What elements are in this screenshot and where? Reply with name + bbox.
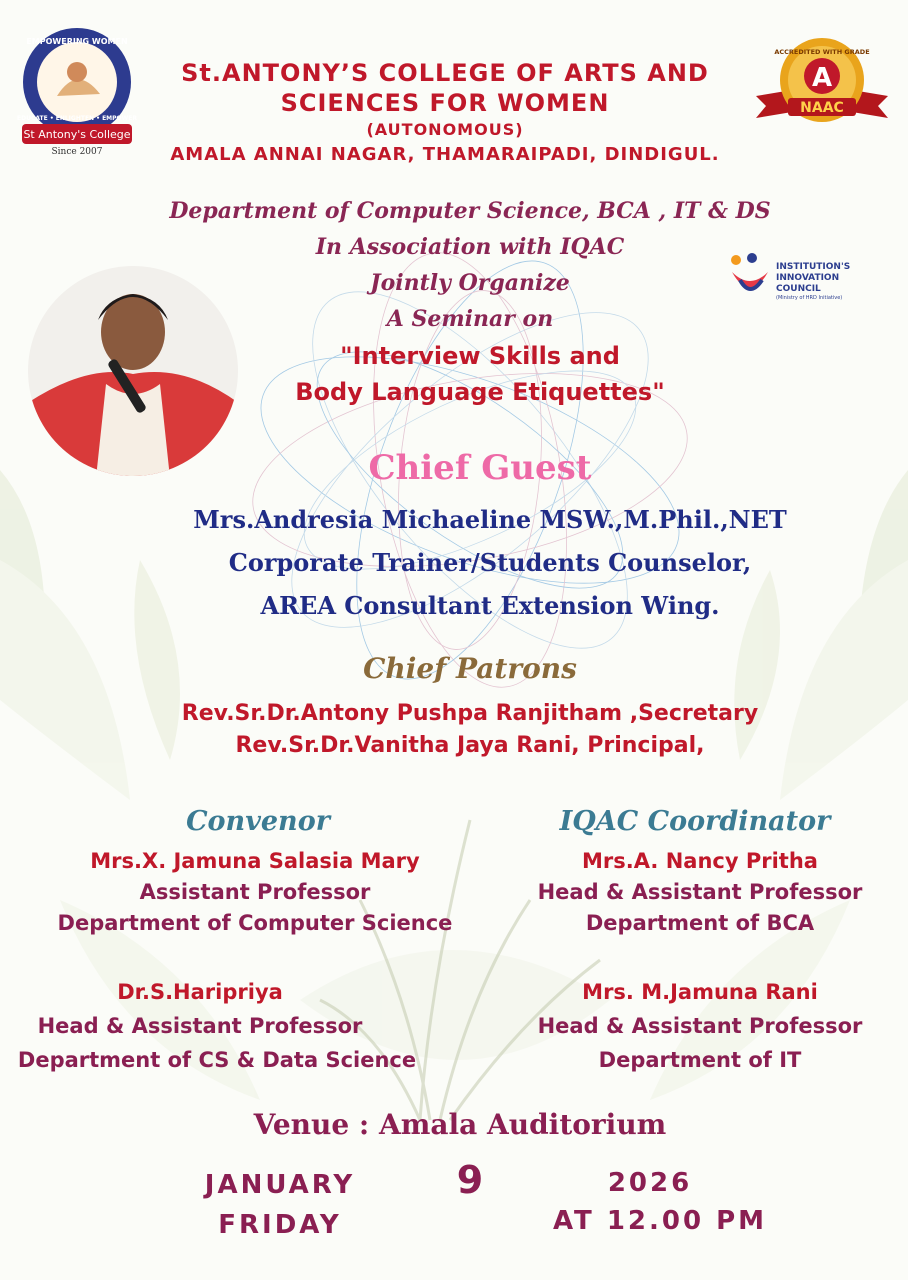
iqac-title: Head & Assistant Professor bbox=[537, 880, 863, 904]
member-left-name: Dr.S.Haripriya bbox=[117, 980, 283, 1004]
member-right-title: Head & Assistant Professor bbox=[537, 1014, 863, 1038]
convenor-heading: Convenor bbox=[186, 806, 330, 837]
member-right-name: Mrs. M.Jamuna Rani bbox=[582, 980, 818, 1004]
date-weekday: FRIDAY bbox=[218, 1210, 342, 1240]
department-line: Department of Computer Science, BCA , IT & DS bbox=[169, 198, 771, 224]
event-time: AT 12.00 PM bbox=[552, 1206, 768, 1236]
chief-patron-1: Rev.Sr.Dr.Antony Pushpa Ranjitham ,Secretary bbox=[181, 701, 759, 726]
naac-label: NAAC bbox=[800, 100, 844, 116]
iic-icon bbox=[728, 252, 772, 302]
naac-badge bbox=[752, 34, 892, 134]
date-day: 9 bbox=[456, 1158, 484, 1202]
logo-ring-text: EDUCATE • ENLIGHTEN • EMPOWER bbox=[17, 115, 137, 122]
iqac-name: Mrs.A. Nancy Pritha bbox=[582, 849, 818, 873]
convenor-dept: Department of Computer Science bbox=[57, 911, 453, 935]
date-month: JANUARY bbox=[204, 1170, 356, 1200]
iic-line2: INNOVATION bbox=[776, 273, 840, 283]
logo-since-text: Since 2007 bbox=[51, 147, 103, 156]
naac-top-text: ACCREDITED WITH GRADE bbox=[774, 48, 870, 56]
iic-line4: (Ministry of HRD Initiative) bbox=[776, 295, 843, 301]
convenor-title: Assistant Professor bbox=[139, 880, 371, 904]
chief-guest-heading: Chief Guest bbox=[368, 448, 592, 488]
chief-patrons-heading: Chief Patrons bbox=[363, 652, 577, 685]
college-name-line2: SCIENCES FOR WOMEN bbox=[280, 89, 610, 117]
chief-patron-2: Rev.Sr.Dr.Vanitha Jaya Rani, Principal, bbox=[235, 733, 705, 758]
college-name bbox=[140, 58, 750, 118]
iic-line1: INSTITUTION'S bbox=[776, 262, 851, 272]
chief-guest-name: Mrs.Andresia Michaeline MSW.,M.Phil.,NET bbox=[193, 505, 787, 534]
convenor-name: Mrs.X. Jamuna Salasia Mary bbox=[90, 849, 420, 873]
member-right-dept: Department of IT bbox=[598, 1048, 802, 1072]
iic-line3: COUNCIL bbox=[776, 284, 821, 294]
member-left-title: Head & Assistant Professor bbox=[37, 1014, 363, 1038]
member-left-dept: Department of CS & Data Science bbox=[17, 1048, 417, 1072]
college-logo bbox=[12, 24, 142, 156]
venue: Venue : Amala Auditorium bbox=[253, 1108, 667, 1141]
college-autonomous: (AUTONOMOUS) bbox=[366, 120, 524, 139]
naac-grade: A bbox=[811, 63, 833, 93]
seminar-on-line: A Seminar on bbox=[386, 306, 554, 332]
iic-logo bbox=[728, 252, 878, 308]
iqac-heading: IQAC Coordinator bbox=[559, 806, 831, 837]
iqac-dept: Department of BCA bbox=[585, 911, 815, 935]
college-name-line1: St.ANTONY’S COLLEGE OF ARTS AND bbox=[181, 59, 709, 87]
chief-guest-role: Corporate Trainer/Students Counselor, bbox=[228, 548, 752, 577]
college-address: AMALA ANNAI NAGAR, THAMARAIPADI, DINDIGUL. bbox=[170, 144, 720, 165]
seminar-title-line2: Body Language Etiquettes" bbox=[295, 378, 665, 406]
seminar-title-line1: "Interview Skills and bbox=[340, 342, 620, 370]
jointly-organize-line: Jointly Organize bbox=[370, 270, 570, 296]
date-year: 2026 bbox=[607, 1168, 693, 1198]
logo-ribbon-text: St Antony's College bbox=[23, 128, 131, 141]
logo-top-text: EMPOWERING WOMEN bbox=[26, 37, 128, 46]
chief-guest-org: AREA Consultant Extension Wing. bbox=[260, 591, 720, 620]
association-line: In Association with IQAC bbox=[315, 234, 625, 260]
